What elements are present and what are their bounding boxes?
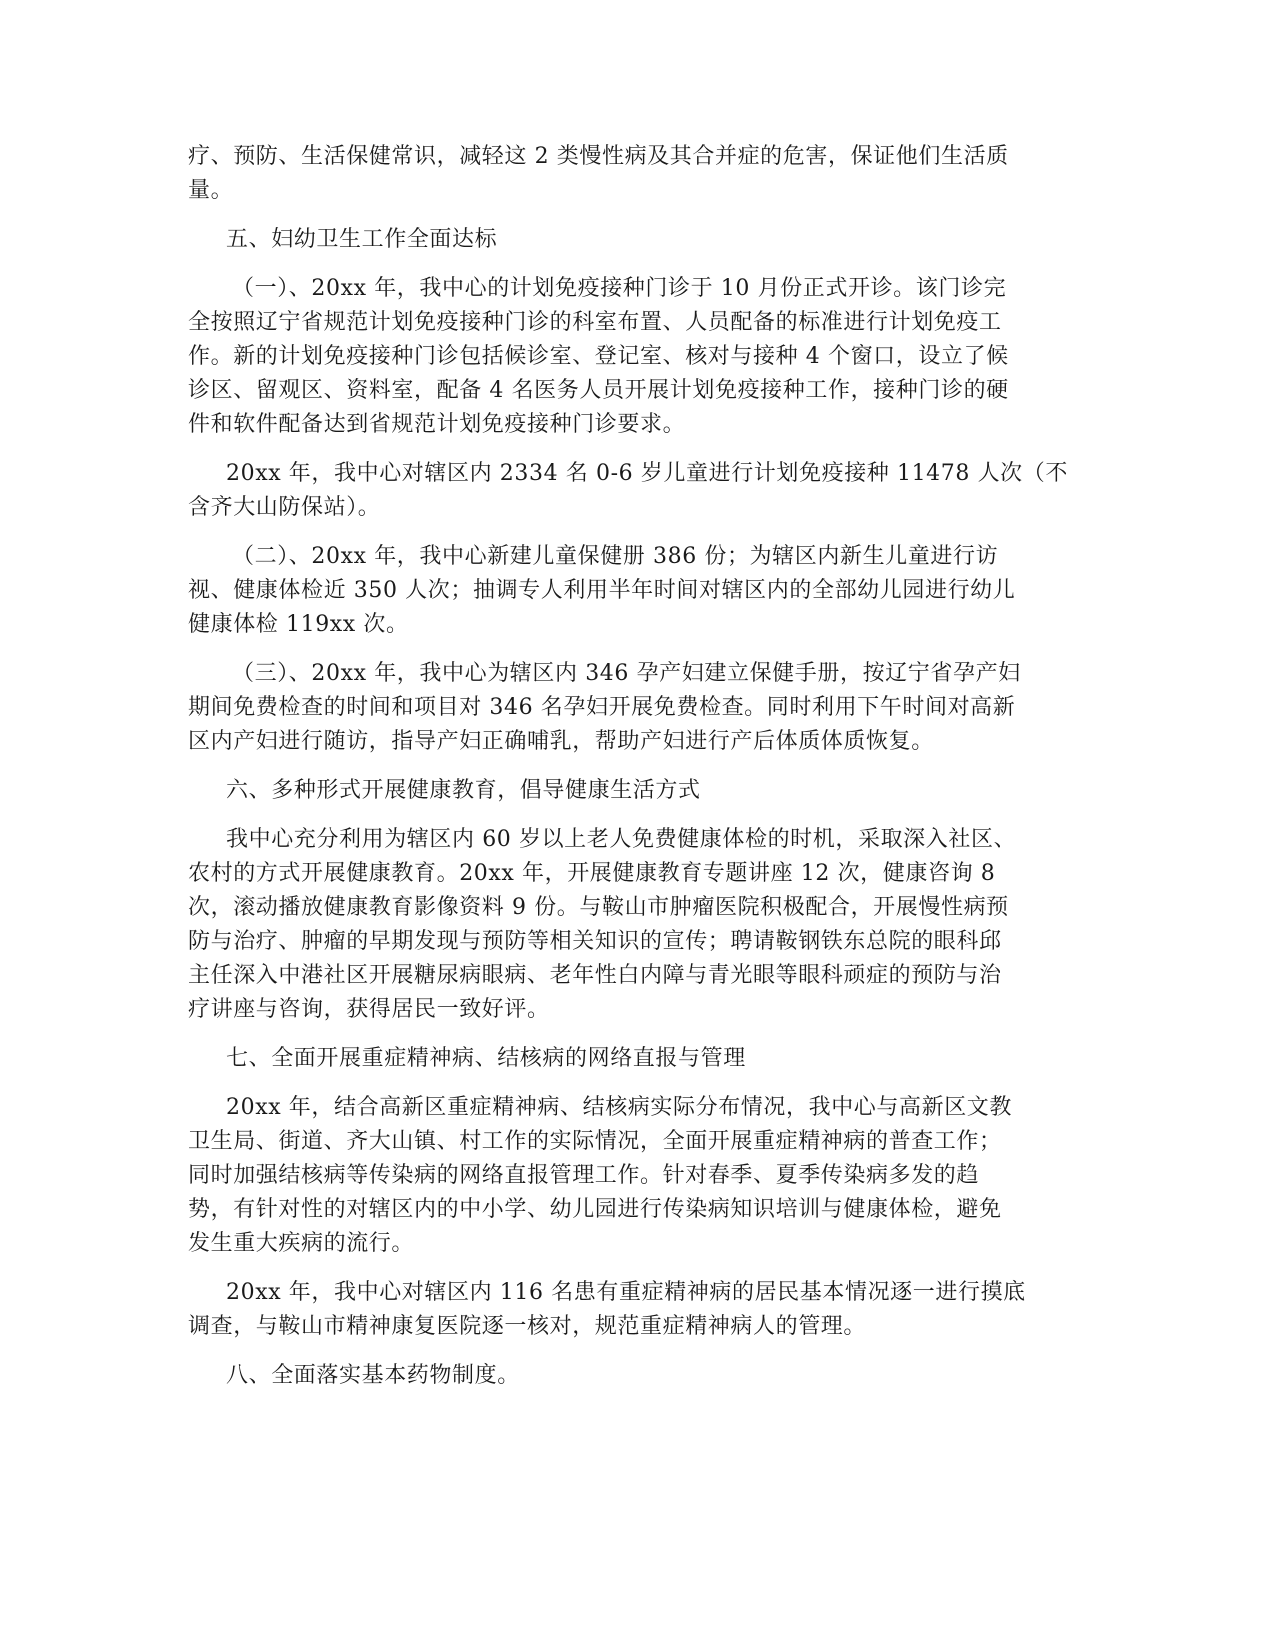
paragraph-continued	[188, 140, 1088, 208]
text-line: （一）、20xx 年，我中心的计划免疫接种门诊于 10 月份正式开诊。该门诊完	[232, 276, 1007, 301]
text-line: 疗讲座与咨询，获得居民一致好评。	[188, 997, 550, 1022]
heading-text: 五、妇幼卫生工作全面达标	[226, 227, 498, 252]
text-line: 势，有针对性的对辖区内的中小学、幼儿园进行传染病知识培训与健康体检，避免	[188, 1197, 1002, 1222]
text-line: 农村的方式开展健康教育。20xx 年，开展健康教育专题讲座 12 次，健康咨询 8	[188, 861, 996, 886]
paragraph-disease-reporting	[188, 1091, 1088, 1261]
paragraph-mental-health-survey	[188, 1276, 1088, 1344]
section-heading-6	[188, 774, 1088, 808]
text-line: 同时加强结核病等传染病的网络直报管理工作。针对春季、夏季传染病多发的趋	[188, 1163, 980, 1188]
text-line: 20xx 年，我中心对辖区内 2334 名 0-6 岁儿童进行计划免疫接种 11478 人次（不	[226, 461, 1068, 486]
heading-text: 六、多种形式开展健康教育，倡导健康生活方式	[226, 778, 701, 803]
text-line: 含齐大山防保站）。	[188, 495, 381, 520]
paragraph-vaccination-stats	[188, 457, 1088, 525]
text-line: 调查，与鞍山市精神康复医院逐一核对，规范重症精神病人的管理。	[188, 1314, 867, 1339]
text-line: 发生重大疾病的流行。	[188, 1231, 415, 1256]
paragraph-health-education	[188, 823, 1088, 1027]
text-line: 我中心充分利用为辖区内 60 岁以上老人免费健康体检的时机，采取深入社区、	[226, 827, 1017, 852]
section-heading-7	[188, 1042, 1088, 1076]
heading-text: 八、全面落实基本药物制度。	[226, 1363, 520, 1388]
text-line: 件和软件配备达到省规范计划免疫接种门诊要求。	[188, 412, 686, 437]
text-line: 区内产妇进行随访，指导产妇正确哺乳，帮助产妇进行产后体质体质恢复。	[188, 729, 934, 754]
text-line: 期间免费检查的时间和项目对 346 名孕妇开展免费检查。同时利用下午时间对高新	[188, 695, 1016, 720]
text-line: （三）、20xx 年，我中心为辖区内 346 孕产妇建立保健手册，按辽宁省孕产妇	[232, 661, 1021, 686]
paragraph-item-1	[188, 272, 1088, 442]
text-line: 20xx 年，我中心对辖区内 116 名患有重症精神病的居民基本情况逐一进行摸底	[226, 1280, 1026, 1305]
text-line: 量。	[188, 178, 234, 203]
text-line: 健康体检 119xx 次。	[188, 612, 409, 637]
text-line: 疗、预防、生活保健常识，减轻这 2 类慢性病及其合并症的危害，保证他们生活质	[188, 144, 1009, 169]
text-line: 20xx 年，结合高新区重症精神病、结核病实际分布情况，我中心与高新区文教	[226, 1095, 1013, 1120]
paragraph-item-2	[188, 540, 1088, 642]
text-line: 防与治疗、肿瘤的早期发现与预防等相关知识的宣传；聘请鞍钢铁东总院的眼科邱	[188, 929, 1002, 954]
text-line: 主任深入中港社区开展糖尿病眼病、老年性白内障与青光眼等眼科顽症的预防与治	[188, 963, 1002, 988]
section-heading-8	[188, 1359, 1088, 1393]
text-line: （二）、20xx 年，我中心新建儿童保健册 386 份；为辖区内新生儿童进行访	[232, 544, 999, 569]
paragraph-item-3	[188, 657, 1088, 759]
text-line: 卫生局、街道、齐大山镇、村工作的实际情况，全面开展重症精神病的普查工作；	[188, 1129, 1002, 1154]
text-line: 全按照辽宁省规范计划免疫接种门诊的科室布置、人员配备的标准进行计划免疫工	[188, 310, 1002, 335]
text-line: 作。新的计划免疫接种门诊包括候诊室、登记室、核对与接种 4 个窗口，设立了候	[188, 344, 1009, 369]
text-line: 视、健康体检近 350 人次；抽调专人利用半年时间对辖区内的全部幼儿园进行幼儿	[188, 578, 1016, 603]
text-line: 诊区、留观区、资料室，配备 4 名医务人员开展计划免疫接种工作，接种门诊的硬	[188, 378, 1009, 403]
heading-text: 七、全面开展重症精神病、结核病的网络直报与管理	[226, 1046, 746, 1071]
section-heading-5	[188, 223, 1088, 257]
document-body	[188, 140, 1088, 1408]
text-line: 次，滚动播放健康教育影像资料 9 份。与鞍山市肿瘤医院积极配合，开展慢性病预	[188, 895, 1009, 920]
